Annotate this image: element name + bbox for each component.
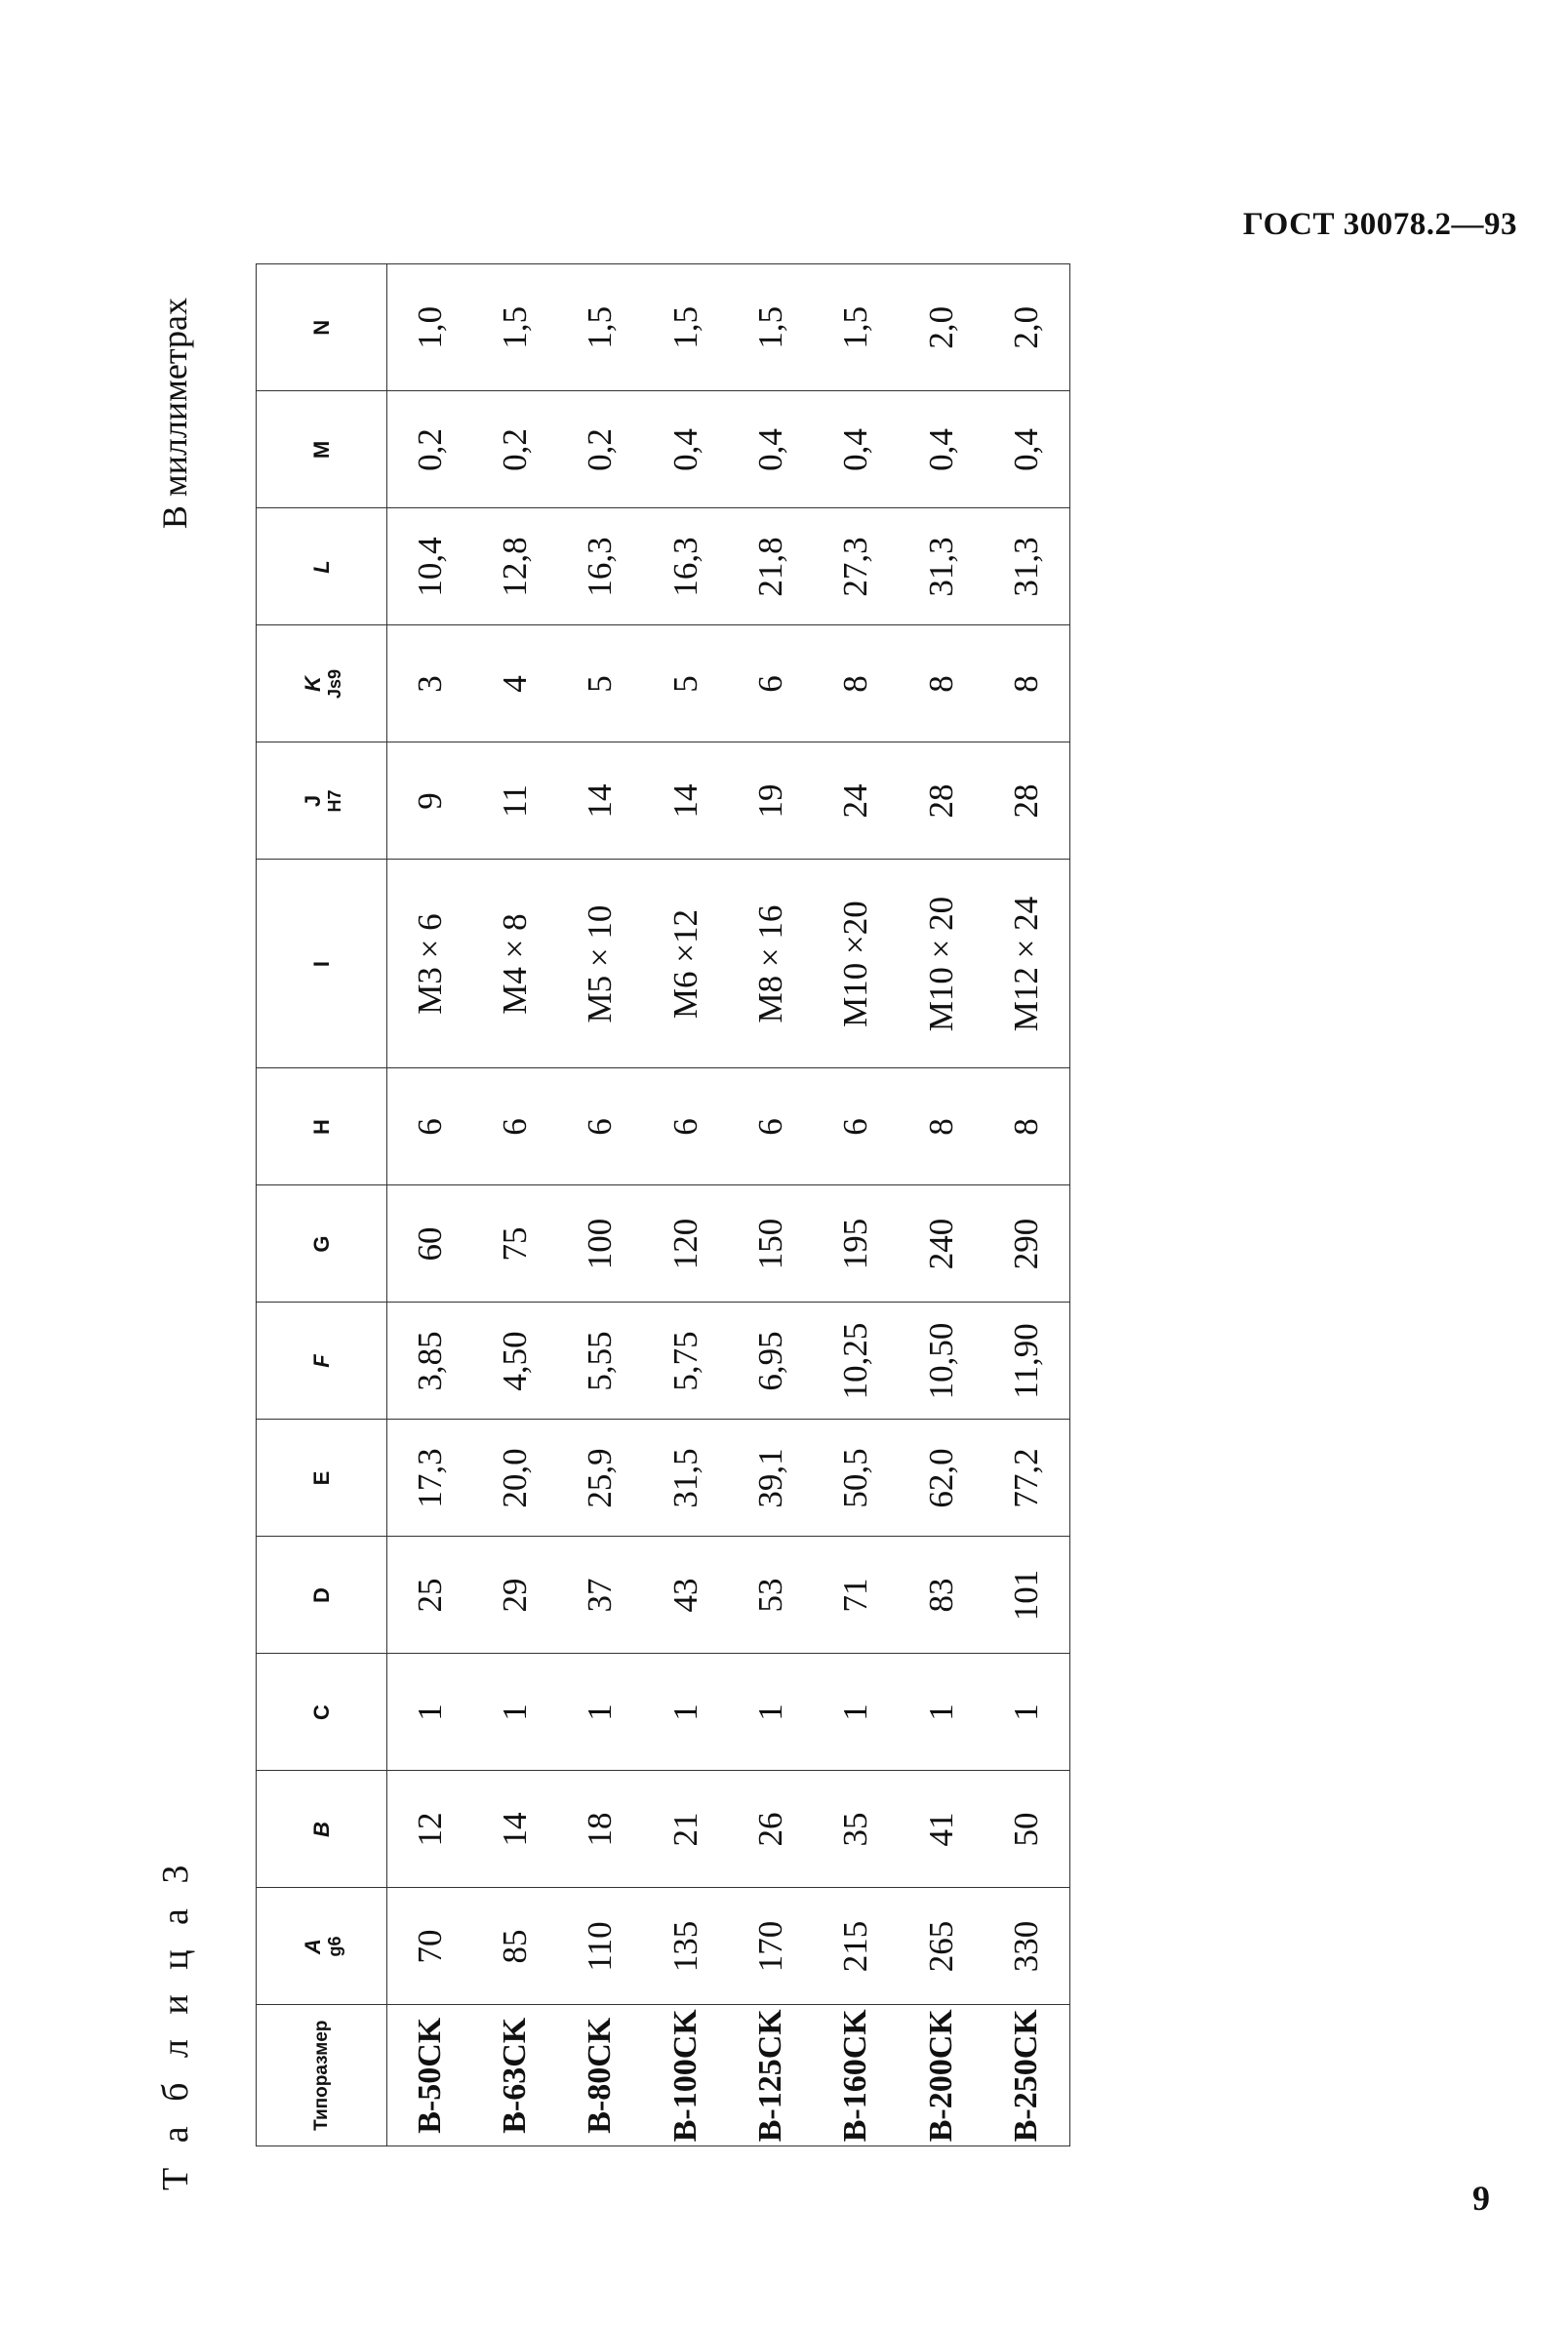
dimensions-table: [257, 264, 1069, 2146]
table-cell: 1: [728, 1654, 813, 1771]
table-cell: 0,2: [472, 391, 557, 508]
table-cell: 6: [728, 625, 813, 742]
table-cell: 1,0: [410, 305, 449, 349]
table-cell: 19: [728, 742, 813, 860]
table-cell: 5: [643, 625, 728, 742]
column-header-e: [257, 1420, 387, 1537]
table-cell: 1,5: [496, 305, 535, 349]
table-cell: 62,0: [899, 1420, 984, 1537]
table-cell: 195: [814, 1185, 899, 1303]
table-cell: 0,2: [387, 391, 473, 508]
table-cell: 240: [899, 1185, 984, 1303]
table-cell: 1: [814, 1654, 899, 1771]
table-cell: M3 × 6: [387, 860, 473, 1068]
table-cell: M8 × 16: [728, 860, 813, 1068]
table-cell: 18: [558, 1771, 643, 1888]
table-cell: 0,4: [814, 391, 899, 508]
table-cell: 1: [985, 1654, 1069, 1771]
column-label: A: [300, 1939, 325, 1954]
table-cell: 12,8: [472, 508, 557, 625]
table-cell: 1: [387, 1654, 473, 1771]
column-header-n: [257, 264, 387, 391]
table-cell: 6,95: [728, 1303, 813, 1420]
table-cell: 8: [899, 625, 984, 742]
table-cell: 0,4: [899, 391, 984, 508]
table-row: [985, 264, 1069, 2146]
table-cell: 20,0: [472, 1420, 557, 1537]
column-header-g: [257, 1185, 387, 1303]
table-row: [728, 264, 813, 2146]
table-cell: 16,3: [643, 508, 728, 625]
column-header-d: [257, 1537, 387, 1654]
standard-header: ГОСТ 30078.2—93: [1242, 207, 1517, 242]
table-cell: 1,5: [581, 305, 620, 349]
table-cell: 2,0: [1007, 305, 1046, 349]
size-designation-cell: B-50CK: [387, 2005, 473, 2146]
column-label: G: [308, 1235, 334, 1253]
rotated-table-block: [146, 278, 1122, 2190]
table-cell: 14: [472, 1771, 557, 1888]
table-cell: 70: [387, 1888, 473, 2005]
column-label: L: [308, 560, 334, 574]
column-label: I: [308, 960, 334, 968]
column-label: H: [308, 1119, 334, 1135]
column-header-b: [257, 1771, 387, 1888]
table-cell: 8: [985, 1068, 1069, 1185]
table-row: [899, 264, 984, 2146]
table-cell: 14: [643, 742, 728, 860]
table-cell: 5,75: [643, 1303, 728, 1420]
table-cell: 1: [643, 1654, 728, 1771]
table-cell: 1,5: [665, 305, 704, 349]
table-cell: 4: [472, 625, 557, 742]
column-label: F: [308, 1354, 334, 1368]
column-header-l: [257, 508, 387, 625]
table-cell: 21,8: [728, 508, 813, 625]
table-cell: 6: [728, 1068, 813, 1185]
column-header-m: [257, 391, 387, 508]
size-designation-cell: B-63CK: [472, 2005, 557, 2146]
table-cell: 0,4: [643, 391, 728, 508]
column-header-k: [257, 625, 387, 742]
table-cell: 10,50: [899, 1303, 984, 1420]
table-cell: M10 × 20: [899, 860, 984, 1068]
column-label: M: [308, 440, 334, 460]
table-row: [814, 264, 899, 2146]
table-cell: 25,9: [558, 1420, 643, 1537]
column-label: D: [308, 1587, 334, 1603]
table-cell: 85: [472, 1888, 557, 2005]
table-cell: 60: [387, 1185, 473, 1303]
column-header-c: [257, 1654, 387, 1771]
table-cell: 8: [985, 625, 1069, 742]
column-label: K: [300, 676, 325, 692]
table-cell: 8: [814, 625, 899, 742]
table-cell: 5,55: [558, 1303, 643, 1420]
table-cell: 2,0: [921, 305, 960, 349]
table-cell: 71: [814, 1537, 899, 1654]
table-cell: 83: [899, 1537, 984, 1654]
table-cell: 29: [472, 1537, 557, 1654]
column-label: C: [308, 1704, 334, 1720]
column-header-j: [257, 742, 387, 860]
table-cell: M10 ×20: [814, 860, 899, 1068]
column-header-a: [257, 1888, 387, 2005]
table-cell: 101: [985, 1537, 1069, 1654]
table-cell: 6: [643, 1068, 728, 1185]
table-cell: 12: [387, 1771, 473, 1888]
size-designation-cell: B-200CK: [899, 2005, 984, 2146]
table-cell: 170: [728, 1888, 813, 2005]
table-cell: 100: [558, 1185, 643, 1303]
table-cell: 41: [899, 1771, 984, 1888]
table-cell: 6: [472, 1068, 557, 1185]
table-cell: 10,4: [387, 508, 473, 625]
table-cell: M4 × 8: [472, 860, 557, 1068]
table-cell: 53: [728, 1537, 813, 1654]
table-cell: 215: [814, 1888, 899, 2005]
table-cell: 330: [985, 1888, 1069, 2005]
table-cell: 290: [985, 1185, 1069, 1303]
column-header-size: [257, 2005, 387, 2146]
column-tolerance: g6: [324, 1936, 344, 1957]
table-cell: 11,90: [985, 1303, 1069, 1420]
table-cell: 9: [387, 742, 473, 860]
table-row: [558, 264, 643, 2146]
table-cell: 5: [558, 625, 643, 742]
table-cell: 1,5: [836, 305, 875, 349]
table-cell: 28: [899, 742, 984, 860]
table-cell: 10,25: [814, 1303, 899, 1420]
table-caption: Т а б л и ц а 3: [155, 1857, 196, 2190]
table-body: [387, 264, 1070, 2146]
size-designation-cell: B-125CK: [728, 2005, 813, 2146]
table-cell: 1,5: [751, 305, 790, 349]
column-tolerance: Js9: [324, 668, 344, 700]
table-cell: 16,3: [558, 508, 643, 625]
table-cell: M12 × 24: [985, 860, 1069, 1068]
table-cell: 31,5: [643, 1420, 728, 1537]
table-cell: 21: [643, 1771, 728, 1888]
table-cell: 50: [985, 1771, 1069, 1888]
table-cell: 110: [558, 1888, 643, 2005]
table-cell: M6 ×12: [643, 860, 728, 1068]
column-label: J: [300, 794, 325, 808]
size-designation-cell: B-100CK: [643, 2005, 728, 2146]
units-note: В миллиметрах: [155, 298, 194, 530]
table-cell: 39,1: [728, 1420, 813, 1537]
size-designation-cell: B-80CK: [558, 2005, 643, 2146]
table-cell: 25: [387, 1537, 473, 1654]
table-row: [387, 264, 473, 2146]
table-cell: 0,4: [985, 391, 1069, 508]
table-cell: 43: [643, 1537, 728, 1654]
table-cell: 35: [814, 1771, 899, 1888]
table-cell: 31,3: [899, 508, 984, 625]
table-cell: 8: [899, 1068, 984, 1185]
table-cell: 75: [472, 1185, 557, 1303]
column-label: E: [308, 1470, 334, 1486]
table-cell: 6: [558, 1068, 643, 1185]
table-cell: 26: [728, 1771, 813, 1888]
table-cell: 11: [472, 742, 557, 860]
table-cell: 14: [558, 742, 643, 860]
table-cell: 1: [472, 1654, 557, 1771]
table-cell: 17,3: [387, 1420, 473, 1537]
table-cell: 37: [558, 1537, 643, 1654]
table-row: [472, 264, 557, 2146]
table-cell: 24: [814, 742, 899, 860]
table-cell: 150: [728, 1185, 813, 1303]
table-cell: 265: [899, 1888, 984, 2005]
table-header-row: [257, 264, 387, 2146]
table-row: [643, 264, 728, 2146]
table-cell: 28: [985, 742, 1069, 860]
column-header-h: [257, 1068, 387, 1185]
table-cell: 6: [387, 1068, 473, 1185]
table-cell: 31,3: [985, 508, 1069, 625]
column-label: Типоразмер: [310, 2020, 332, 2131]
table-cell: 120: [643, 1185, 728, 1303]
table-cell: 4,50: [472, 1303, 557, 1420]
size-designation-cell: B-160CK: [814, 2005, 899, 2146]
table-cell: M5 × 10: [558, 860, 643, 1068]
table-cell: 3: [387, 625, 473, 742]
column-header-f: [257, 1303, 387, 1420]
table-cell: 135: [643, 1888, 728, 2005]
table-cell: 50,5: [814, 1420, 899, 1537]
table-cell: 6: [814, 1068, 899, 1185]
table-cell: 3,85: [387, 1303, 473, 1420]
page-number: 9: [1472, 2179, 1490, 2218]
table-cell: 1: [558, 1654, 643, 1771]
size-designation-cell: B-250CK: [985, 2005, 1069, 2146]
table-cell: 77,2: [985, 1420, 1069, 1537]
column-label: B: [308, 1822, 334, 1837]
table-cell: 0,4: [728, 391, 813, 508]
table-cell: 1: [899, 1654, 984, 1771]
column-label: N: [308, 319, 334, 336]
table-cell: 0,2: [558, 391, 643, 508]
column-header-i: [257, 860, 387, 1068]
table-cell: 27,3: [814, 508, 899, 625]
column-tolerance: H7: [324, 789, 344, 813]
